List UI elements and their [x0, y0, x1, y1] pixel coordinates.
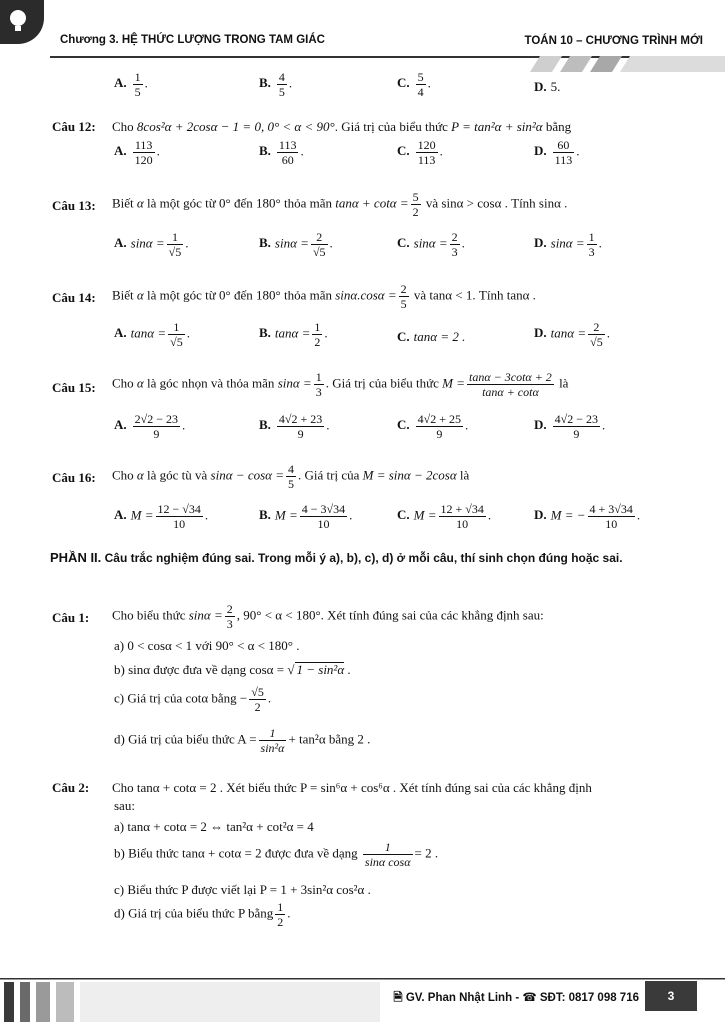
question-label: Câu 2: — [52, 780, 90, 795]
q14-option-b[interactable]: B. tanα = $\frac{1}{2}$ . — [259, 320, 328, 349]
q13-options — [52, 230, 685, 268]
tf1-statement-a[interactable]: a) 0 < cosα < 1 với 90° < α < 180° . — [114, 638, 300, 653]
q13-option-b[interactable]: B. sinα = $\frac{2}{√5}$ . — [259, 230, 333, 259]
document-icon: 🗎 — [393, 992, 403, 1004]
question-label: Câu 12: — [52, 119, 96, 134]
tf2-statement-a[interactable]: a) tanα + cotα = 2 ⇔ tan²α + cot²α = 4 — [114, 819, 314, 834]
q16-option-b[interactable]: B. M = $\frac{4 - 3√34}{10}$ . — [259, 502, 353, 531]
course-title: TOÁN 10 – CHƯƠNG TRÌNH MỚI — [524, 35, 703, 47]
q11-option-d[interactable]: D. 5. — [534, 79, 561, 94]
q16-option-c[interactable]: C. M = $\frac{12 + √34}{10}$ . — [397, 502, 492, 531]
q13-option-d[interactable]: D. sinα = $\frac{1}{3}$ . — [534, 230, 602, 259]
question-text: Biết α là một góc từ 0° đến 180° thỏa mãn tanα + cotα = $\frac{5}{2}$ và sinα > cosα . Tính sinα . — [112, 190, 568, 219]
tf2-statement-c[interactable]: c) Biểu thức P được viết lại P = 1 + 3sin²α cos²α . — [114, 882, 371, 897]
q12-option-a[interactable]: A. $\frac{113}{120}$ . — [114, 138, 160, 167]
tf1-statement-d[interactable]: d) Giá trị của biểu thức A = $\frac{1}{\text{sin²α}}$ + tan²α bằng 2 . — [114, 726, 371, 755]
part-2-heading: PHẦN II. Câu trắc nghiệm đúng sai. Trong mỗi ý a), b), c), d) ở mỗi câu, thí sinh chọn đúng hoặc sai. — [50, 550, 623, 565]
chapter-title: Chương 3. HỆ THỨC LƯỢNG TRONG TAM GIÁC — [60, 34, 325, 46]
q12-option-d[interactable]: D. $\frac{60}{113}$ . — [534, 138, 580, 167]
q16-options — [52, 502, 685, 540]
tf2-statement-b[interactable]: b) Biểu thức tanα + cotα = 2 được đưa về dạng $\frac{1}{\text{sinα cosα}}$ = 2 . — [114, 840, 439, 869]
q15-options — [52, 412, 685, 450]
question-label: Câu 14: — [52, 290, 96, 305]
brand-logo-icon — [0, 0, 44, 44]
q14-options — [52, 320, 685, 358]
question-text-continued: sau: — [114, 798, 135, 813]
tf1-statement-b[interactable]: b) sinα được đưa về dạng cosα = √ 1 − sin²α . — [114, 662, 351, 677]
q16-option-a[interactable]: A. M = $\frac{12 - √34}{10}$ . — [114, 502, 209, 531]
question-text: Biết α là một góc từ 0° đến 180° thỏa mãn sinα.cosα = $\frac{2}{5}$ và tanα < 1. Tính tanα . — [112, 282, 536, 311]
q14-option-c[interactable]: C. tanα = 2 . — [397, 329, 466, 344]
q16-option-d[interactable]: D. M = − $\frac{4 + 3√34}{10}$ . — [534, 502, 641, 531]
question-label: Câu 15: — [52, 380, 96, 395]
q15-option-c[interactable]: C. $\frac{4√2 + 25}{9}$ . — [397, 412, 469, 441]
q15-option-b[interactable]: B. $\frac{4√2 + 23}{9}$ . — [259, 412, 330, 441]
q13-option-c[interactable]: C. sinα = $\frac{2}{3}$ . — [397, 230, 465, 259]
teacher-name: GV. Phan Nhật Linh — [405, 992, 513, 1004]
tf1-statement-c[interactable]: c) Giá trị của cotα bằng − $\frac{√5}{2}$ . — [114, 685, 272, 714]
footer-contact: 🗎 GV. Phan Nhật Linh - ☎ SĐT: 0817 098 716 — [393, 992, 639, 1004]
page-number: 3 — [645, 981, 697, 1011]
q15-option-a[interactable]: A. $\frac{2√2 - 23}{9}$ . — [114, 412, 186, 441]
question-label: Câu 13: — [52, 198, 96, 213]
question-label: Câu 16: — [52, 470, 96, 485]
question-text: Cho tanα + cotα = 2 . Xét biểu thức P = sin⁶α + cos⁶α . Xét tính đúng sai của các khẳng định — [112, 780, 592, 795]
q11-options — [52, 70, 685, 106]
q15-option-d[interactable]: D. $\frac{4√2 - 23}{9}$ . — [534, 412, 606, 441]
q12-option-c[interactable]: C. $\frac{120}{113}$ . — [397, 138, 443, 167]
question-text: Cho α là góc tù và sinα − cosα = $\frac{4}{5}$ . Giá trị của M = sinα − 2cosα là — [112, 462, 470, 491]
q11-option-a[interactable]: A. $\frac{1}{5}$ . — [114, 70, 148, 99]
q11-option-c[interactable]: C. $\frac{5}{4}$ . — [397, 70, 431, 99]
tf2-statement-d[interactable]: d) Giá trị của biểu thức P bằng $\frac{1}{2}$ . — [114, 900, 291, 929]
q14-option-d[interactable]: D. tanα = $\frac{2}{√5}$ . — [534, 320, 610, 349]
q14-option-a[interactable]: A. tanα = $\frac{1}{√5}$ . — [114, 320, 190, 349]
question-text: Cho 8cos²α + 2cosα − 1 = 0, 0° < α < 90°. Giá trị của biểu thức P = tan²α + sin²α bằng — [112, 119, 572, 134]
question-label: Câu 1: — [52, 610, 90, 625]
q12-options — [52, 138, 685, 174]
question-text: Cho α là góc nhọn và thỏa mãn sinα = $\frac{1}{3}$ . Giá trị của biểu thức M = $\frac{\tan\alpha - 3\cot\alpha + 2}{\tan\alpha + \cot\alpha}$ là — [112, 370, 569, 399]
q13-option-a[interactable]: A. sinα = $\frac{1}{√5}$ . — [114, 230, 189, 259]
q12-option-b[interactable]: B. $\frac{113}{60}$ . — [259, 138, 304, 167]
phone-number: SĐT: 0817 098 716 — [539, 992, 639, 1004]
question-text: Cho biểu thức sinα = $\frac{2}{3}$ , 90° < α < 180°. Xét tính đúng sai của các khẳng định sau: — [112, 602, 544, 631]
q11-option-b[interactable]: B. $\frac{4}{5}$ . — [259, 70, 293, 99]
phone-icon: ☎ — [522, 992, 537, 1004]
